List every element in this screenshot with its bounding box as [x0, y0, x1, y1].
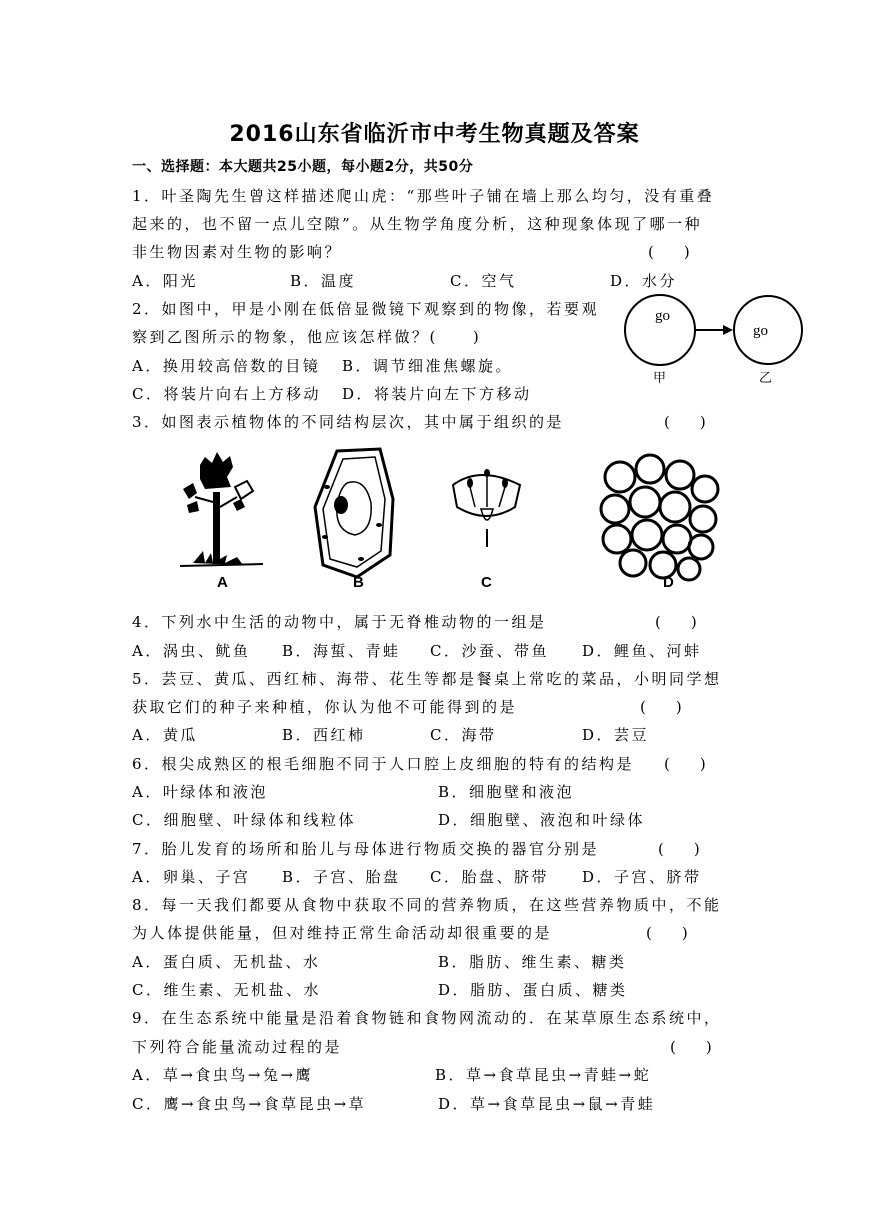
q5-option-a: A．黄瓜 [132, 726, 198, 744]
q1-option-b: B．温度 [290, 272, 357, 290]
section-heading: 一、选择题：本大题共25小题，每小题2分，共50分 [132, 159, 474, 175]
q2-option-a: A．换用较高倍数的目镜 [132, 357, 321, 375]
q1-option-a: A．阳光 [132, 272, 198, 290]
q6-option-a: A．叶绿体和液泡 [132, 783, 268, 801]
figure-label-b: B [353, 574, 364, 591]
q9-answer-paren: ( ) [670, 1038, 712, 1056]
q4-option-a: A．涡虫、鱿鱼 [132, 642, 251, 660]
plant-structure-figure [175, 447, 735, 597]
label-jia: 甲 [653, 371, 667, 386]
q9-option-c: C．鹰→食虫鸟→食草昆虫→草 [132, 1095, 367, 1113]
q1-line2: 起来的，也不留一点儿空隙”。从生物学角度分析，这种现象体现了哪一种 [132, 215, 703, 233]
q5-option-c: C．海带 [430, 726, 497, 744]
q3-line1: 3．如图表示植物体的不同结构层次，其中属于组织的是 [132, 413, 565, 431]
q9-option-b: B．草→食草昆虫→青蛙→蛇 [435, 1066, 652, 1084]
q6-option-c: C．细胞壁、叶绿体和线粒体 [132, 811, 356, 829]
q5-option-b: B．西红柿 [282, 726, 366, 744]
q6-option-b: B．细胞壁和液泡 [438, 783, 575, 801]
q3-answer-paren: ( ) [664, 413, 706, 431]
field-yi-object: go [753, 323, 768, 339]
q7-option-a: A．卵巢、子宫 [132, 868, 251, 886]
q4-answer-paren: ( ) [655, 613, 697, 631]
q7-option-b: B．子宫、胎盘 [282, 868, 401, 886]
q2-option-c: C．将装片向右上方移动 [132, 385, 321, 403]
microscope-view-figure [615, 290, 805, 386]
q5-answer-paren: ( ) [640, 698, 682, 716]
plant-cell-b-illustration [315, 449, 393, 577]
q6-option-d: D．细胞壁、液泡和叶绿体 [438, 811, 646, 829]
field-yi-circle [734, 296, 802, 364]
q7-option-c: C．胎盘、脐带 [430, 868, 549, 886]
q7-option-d: D．子宫、脐带 [582, 868, 702, 886]
q2-line2: 察到乙图所示的物象，他应该怎样做？( ) [132, 328, 482, 346]
q8-option-a: A．蛋白质、无机盐、水 [132, 953, 321, 971]
page-title: 2016山东省临沂市中考生物真题及答案 [229, 122, 640, 147]
q8-option-d: D．脂肪、蛋白质、糖类 [438, 981, 628, 999]
q8-answer-paren: ( ) [646, 924, 688, 942]
plant-a-illustration [180, 452, 263, 566]
q9-option-d: D．草→食草昆虫→鼠→青蛙 [438, 1095, 656, 1113]
q8-line2: 为人体提供能量，但对维持正常生命活动却很重要的是 [132, 924, 553, 942]
q5-option-d: D．芸豆 [582, 726, 650, 744]
q1-option-c: C．空气 [450, 272, 517, 290]
q1-option-d: D．水分 [610, 272, 678, 290]
q4-option-b: B．海蜇、青蛙 [282, 642, 401, 660]
q4-option-c: C．沙蚕、带鱼 [430, 642, 549, 660]
q5-line2: 获取它们的种子来种植，你认为他不可能得到的是 [132, 698, 518, 716]
q4-line1: 4．下列水中生活的动物中，属于无脊椎动物的一组是 [132, 613, 547, 631]
q7-line1: 7．胎儿发育的场所和胎儿与母体进行物质交换的器官分别是 [132, 840, 600, 858]
q5-line1: 5．芸豆、黄瓜、西红柿、海带、花生等都是餐桌上常吃的菜品，小明同学想 [132, 670, 722, 688]
arrow-head-icon [723, 325, 733, 335]
q1-line3: 非生物因素对生物的影响？ [132, 243, 343, 261]
q9-option-a: A．草→食虫鸟→兔→鹰 [132, 1066, 314, 1084]
field-jia-object: go [655, 308, 670, 324]
q7-answer-paren: ( ) [658, 840, 700, 858]
q2-line1: 2．如图中，甲是小刚在低倍显微镜下观察到的物像，若要观 [132, 300, 600, 318]
field-jia-circle [625, 295, 695, 365]
q9-line1: 9．在生态系统中能量是沿着食物链和食物网流动的．在某草原生态系统中， [132, 1009, 722, 1027]
q2-option-d: D．将装片向左下方移动 [342, 385, 532, 403]
figure-label-d: D [663, 574, 674, 591]
q1-answer-paren: ( ) [648, 243, 690, 261]
q8-line1: 8．每一天我们都要从食物中获取不同的营养物质，在这些营养物质中，不能 [132, 896, 722, 914]
q8-option-b: B．脂肪、维生素、糖类 [438, 953, 627, 971]
figure-label-c: C [481, 574, 492, 591]
q8-option-c: C．维生素、无机盐、水 [132, 981, 321, 999]
label-yi: 乙 [759, 371, 773, 386]
q6-line1: 6．根尖成熟区的根毛细胞不同于人口腔上皮细胞的特有的结构是 [132, 755, 635, 773]
flower-c-illustration [453, 469, 520, 547]
q6-answer-paren: ( ) [664, 755, 706, 773]
q4-option-d: D．鲤鱼、河蚌 [582, 642, 702, 660]
figure-label-a: A [217, 574, 228, 591]
q2-option-b: B．调节细准焦螺旋。 [342, 357, 514, 375]
q9-line2: 下列符合能量流动过程的是 [132, 1038, 343, 1056]
tissue-d-illustration [601, 455, 718, 580]
q1-line1: 1．叶圣陶先生曾这样描述爬山虎：“那些叶子铺在墙上那么均匀，没有重叠 [132, 187, 715, 205]
